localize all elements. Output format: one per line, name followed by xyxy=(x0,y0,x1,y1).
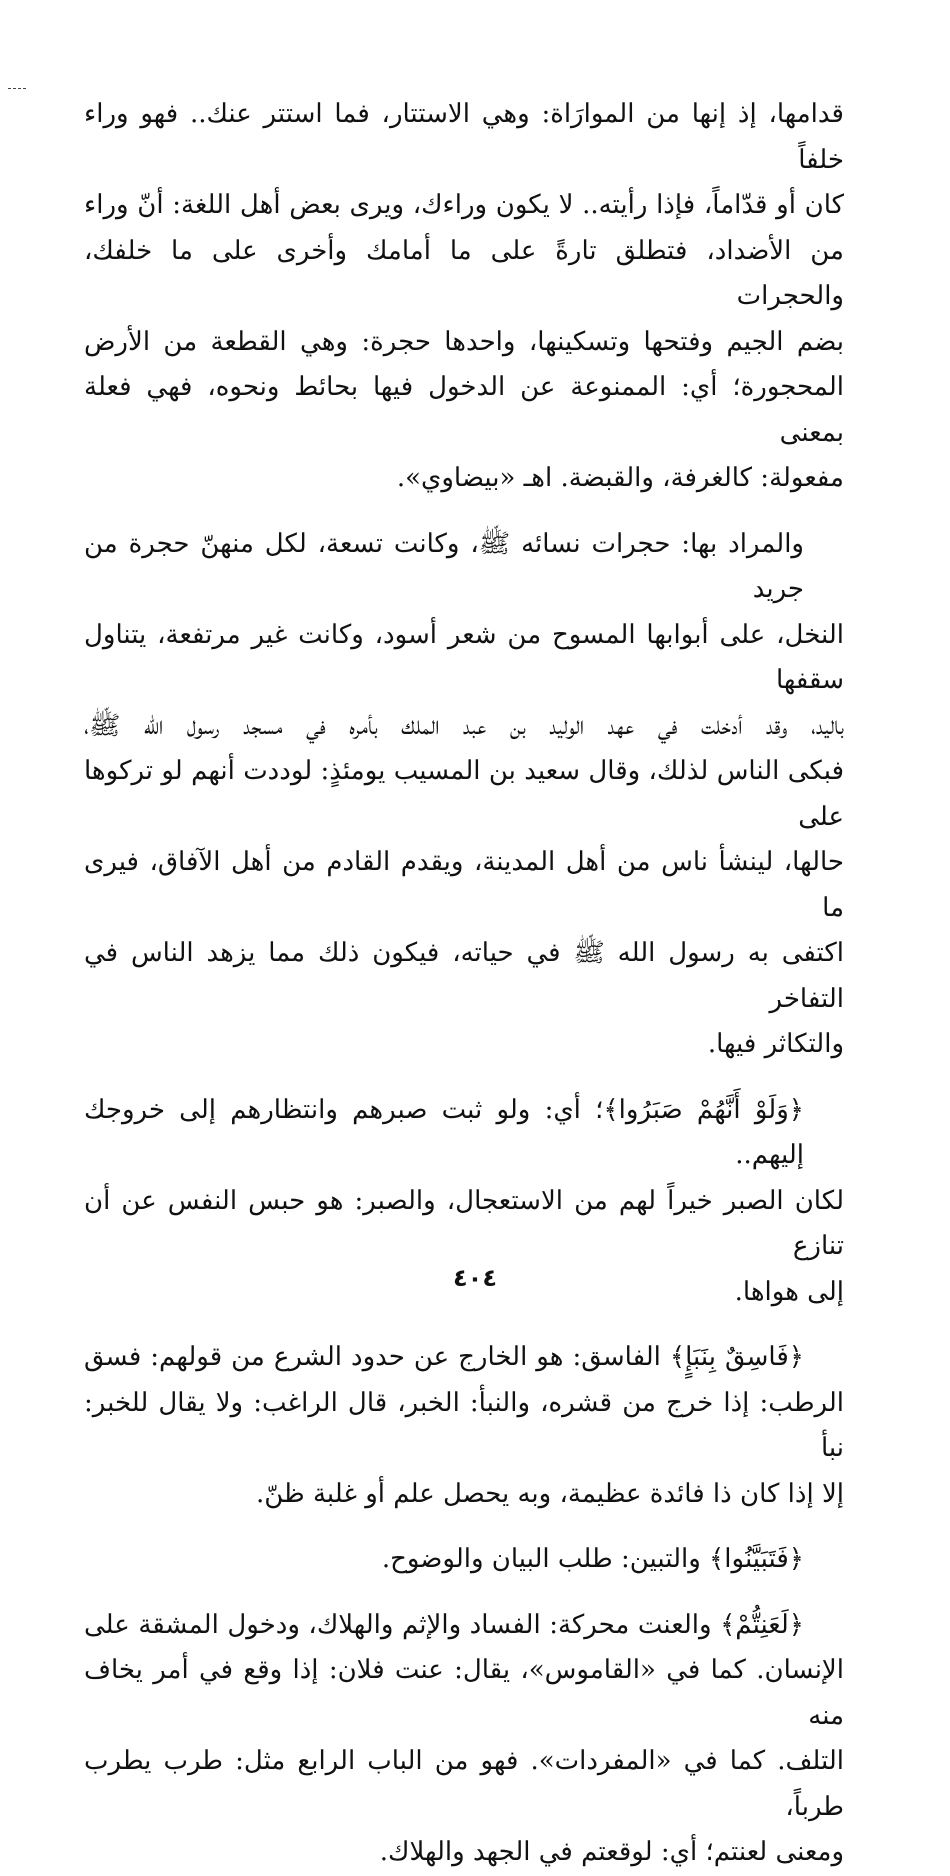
text-line: حالها، لينشأ ناس من أهل المدينة، ويقدم القادم من أهل الآفاق، فيرى ما xyxy=(84,847,844,923)
page-corner-mark xyxy=(8,88,26,89)
text-line: والمراد بها: حجرات نسائه ﷺ، وكانت تسعة، لكل منهنّ حجرة من جريد xyxy=(84,528,804,604)
text-line: والتكاثر فيها. xyxy=(707,1029,844,1059)
text-line: النخل، على أبوابها المسوح من شعر أسود، وكانت غير مرتفعة، يتناول سقفها xyxy=(84,619,844,695)
text-line: لكان الصبر خيراً لهم من الاستعجال، والصبر: هو حبس النفس عن أن تنازع xyxy=(84,1185,844,1261)
text-line: باليد، وقد أدخلت في عهد الوليد بن عبد الملك بأمره في مسجد رسول الله ﷺ، xyxy=(84,710,844,741)
text-line: إلى هواها. xyxy=(734,1276,844,1307)
text-line: فبكى الناس لذلك، وقال سعيد بن المسيب يومئذٍ: لوددت أنهم لو تركوها على xyxy=(84,756,844,832)
text-line: إلا إذا كان ذا فائدة عظيمة، وبه يحصل علم أو غلبة ظنّ. xyxy=(255,1478,844,1509)
paragraph-5 xyxy=(84,1537,844,1583)
text-line: التلف. كما في «المفردات». فهو من الباب الرابع مثل: طرب يطرب طرباً، xyxy=(84,1746,844,1822)
text-line: ومعنى لعنتم؛ أي: لوقعتم في الجهد والهلاك. xyxy=(379,1837,844,1867)
page-number: ٤٠٤ xyxy=(453,1264,497,1292)
text-line: بضم الجيم وفتحها وتسكينها، واحدها حجرة: وهي القطعة من الأرض xyxy=(84,326,844,357)
paragraph-1 xyxy=(84,92,844,502)
paragraph-2 xyxy=(84,522,844,1068)
text-line: الإنسان. كما في «القاموس»، يقال: عنت فلان: إذا وقع في أمر يخاف منه xyxy=(84,1655,844,1731)
page-body xyxy=(84,92,844,1876)
text-line: ﴿فَتَبَيَّنُوا﴾ والتبين: طلب البيان والوضوح. xyxy=(381,1544,804,1574)
text-line: من الأضداد، فتطلق تارةً على ما أمامك وأخرى على ما خلفك، والحجرات xyxy=(84,235,844,311)
text-line: ﴿وَلَوْ أَنَّهُمْ صَبَرُوا﴾؛ أي: ولو ثبت صبرهم وانتظارهم إلى خروجك إليهم.. xyxy=(84,1094,804,1170)
text-line: المحجورة؛ أي: الممنوعة عن الدخول فيها بحائط ونحوه، فهي فعلة بمعنى xyxy=(84,372,844,448)
text-line: ﴿لَعَنِتُّمْ﴾ والعنت محركة: الفساد والإثم والهلاك، ودخول المشقة على xyxy=(84,1609,804,1640)
text-line: قدامها، إذ إنها من الموارَاة: وهي الاستتار، فما استتر عنك.. فهو وراء خلفاً xyxy=(84,99,844,175)
paragraph-6 xyxy=(84,1603,844,1876)
text-line: الرطب: إذا خرج من قشره، والنبأ: الخبر، قال الراغب: ولا يقال للخبر: نبأ xyxy=(84,1387,844,1463)
text-line: مفعولة: كالغرفة، والقبضة. اهـ «بيضاوي». xyxy=(396,463,844,493)
paragraph-4 xyxy=(84,1335,844,1517)
text-line: كان أو قدّاماً، فإذا رأيته.. لا يكون وراءك، ويرى بعض أهل اللغة: أنّ وراء xyxy=(84,190,844,220)
text-line: ﴿فَاسِقٌ بِنَبَإٍ﴾ الفاسق: هو الخارج عن حدود الشرع من قولهم: فسق xyxy=(84,1342,804,1372)
text-line: اكتفى به رسول الله ﷺ في حياته، فيكون ذلك مما يزهد الناس في التفاخر xyxy=(84,938,844,1014)
